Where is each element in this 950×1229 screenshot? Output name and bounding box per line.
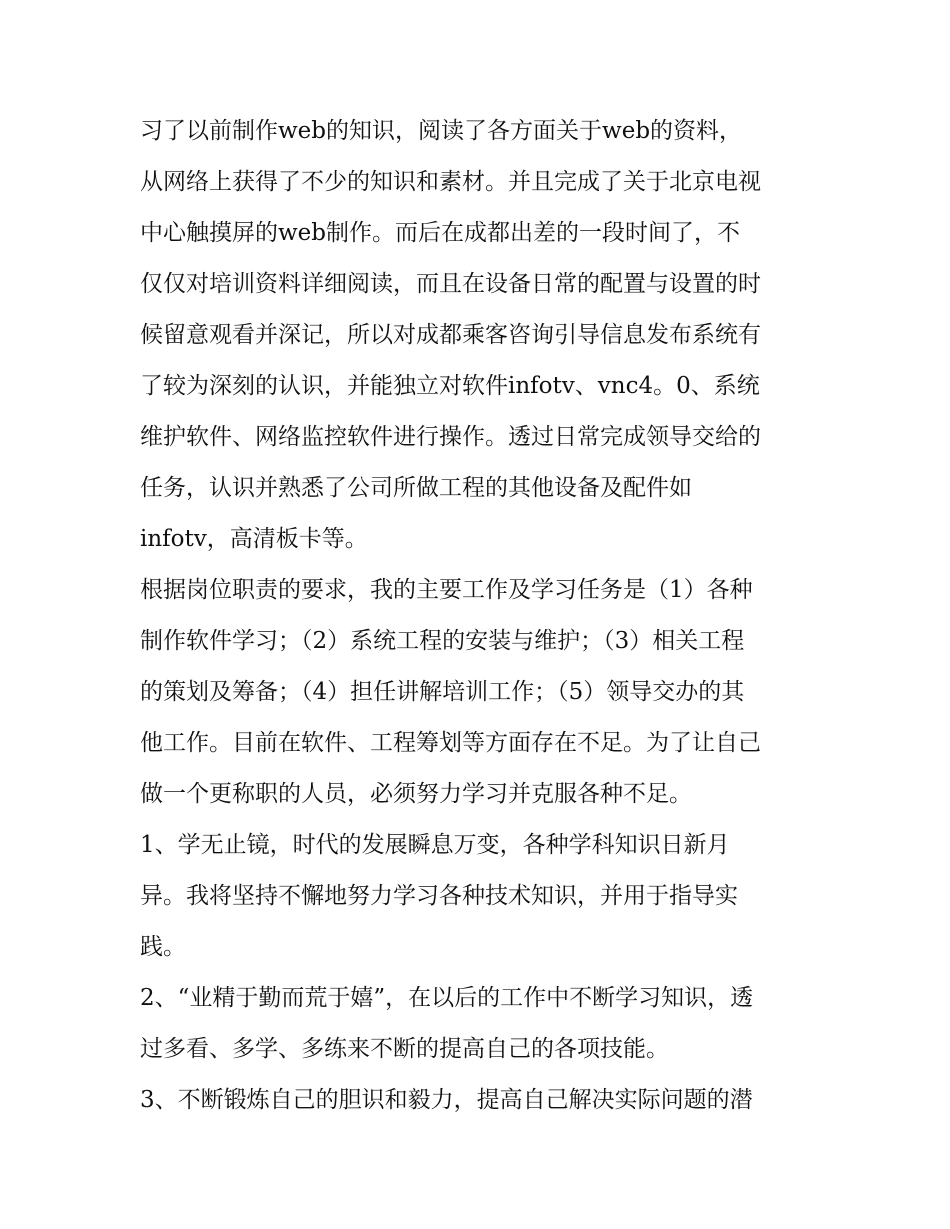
text-line: 他工作。目前在软件、工程筹划等方面存在不足。为了让自己 [140, 730, 761, 756]
text-line: 中心触摸屏的web制作。而后在成都出差的一段时间了，不 [140, 220, 741, 246]
text-line: 的策划及筹备；（4）担任讲解培训工作；（5）领导交办的其 [140, 679, 745, 705]
text-line: 异。我将坚持不懈地努力学习各种技术知识，并用于指导实 [140, 883, 738, 909]
text-line: 根据岗位职责的要求，我的主要工作及学习任务是（1）各种 [140, 577, 753, 603]
text-line: 践。 [140, 934, 186, 960]
text-line: 任务，认识并熟悉了公司所做工程的其他设备及配件如 [140, 475, 692, 501]
text-line: infotv，高清板卡等。 [140, 526, 368, 552]
text-line: 制作软件学习；（2）系统工程的安装与维护；（3）相关工程 [140, 628, 745, 654]
text-line: 候留意观看并深记，所以对成都乘客咨询引导信息发布系统有 [140, 322, 761, 348]
text-line: 过多看、多学、多练来不断的提高自己的各项技能。 [140, 1036, 669, 1062]
text-line: 习了以前制作web的知识，阅读了各方面关于web的资料， [140, 118, 743, 144]
text-line: 了较为深刻的认识，并能独立对软件infotv、vnc4。0、系统 [140, 373, 760, 399]
text-line: 2、“业精于勤而荒于嬉”，在以后的工作中不断学习知识，透 [140, 985, 754, 1011]
text-line: 做一个更称职的人员，必须努力学习并克服各种不足。 [140, 781, 692, 807]
text-line: 维护软件、网络监控软件进行操作。透过日常完成领导交给的 [140, 424, 761, 450]
body-text [140, 106, 830, 1126]
text-line: 1、学无止镜，时代的发展瞬息万变，各种学科知识日新月 [140, 832, 730, 858]
text-line: 从网络上获得了不少的知识和素材。并且完成了关于北京电视 [140, 169, 761, 195]
text-line: 仅仅对培训资料详细阅读，而且在设备日常的配置与设置的时 [140, 271, 761, 297]
text-line: 3、不断锻炼自己的胆识和毅力，提高自己解决实际问题的潜 [140, 1087, 753, 1113]
